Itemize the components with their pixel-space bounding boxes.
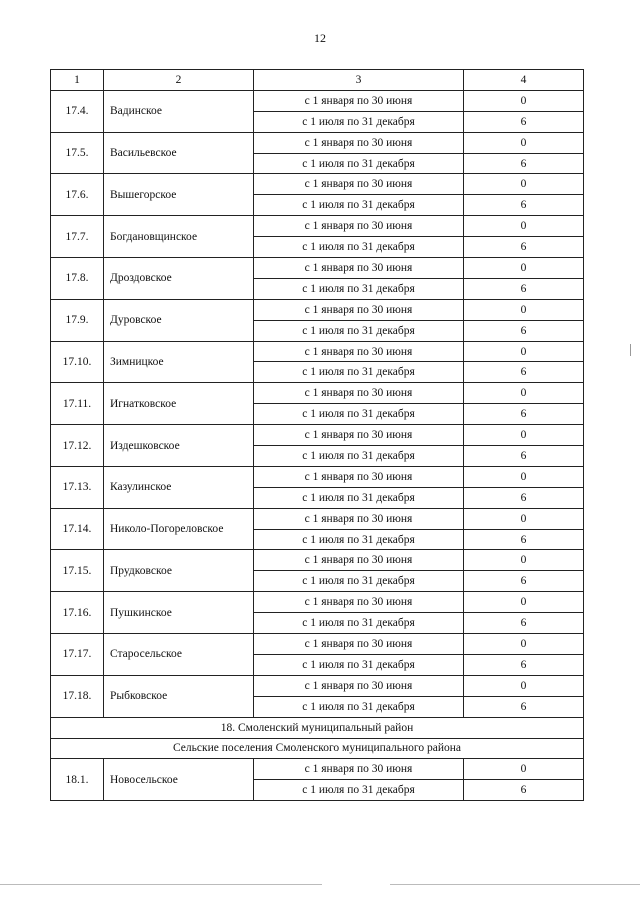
- settlement-name: Дуровское: [104, 299, 254, 341]
- value-first-half: 0: [464, 550, 584, 571]
- table-row: [51, 174, 584, 195]
- row-number: 17.6.: [51, 174, 104, 216]
- period-first-half: с 1 января по 30 июня: [254, 508, 464, 529]
- header-col-3: 3: [254, 70, 464, 91]
- value-first-half: 0: [464, 341, 584, 362]
- value-second-half: 6: [464, 362, 584, 383]
- period-second-half: с 1 июля по 31 декабря: [254, 320, 464, 341]
- period-second-half: с 1 июля по 31 декабря: [254, 446, 464, 467]
- value-second-half: 6: [464, 529, 584, 550]
- row-number: 17.14.: [51, 508, 104, 550]
- value-first-half: 0: [464, 383, 584, 404]
- period-first-half: с 1 января по 30 июня: [254, 299, 464, 320]
- table-row: [51, 466, 584, 487]
- table-row: [51, 759, 584, 780]
- table-row: [51, 132, 584, 153]
- value-second-half: 6: [464, 696, 584, 717]
- row-number: 17.4.: [51, 90, 104, 132]
- period-second-half: с 1 июля по 31 декабря: [254, 237, 464, 258]
- period-first-half: с 1 января по 30 июня: [254, 425, 464, 446]
- period-first-half: с 1 января по 30 июня: [254, 759, 464, 780]
- row-number: 17.15.: [51, 550, 104, 592]
- table-header-row: [51, 70, 584, 91]
- header-col-4: 4: [464, 70, 584, 91]
- period-second-half: с 1 июля по 31 декабря: [254, 571, 464, 592]
- settlement-name: Зимницкое: [104, 341, 254, 383]
- value-first-half: 0: [464, 466, 584, 487]
- table-row: [51, 299, 584, 320]
- period-second-half: с 1 июля по 31 декабря: [254, 487, 464, 508]
- value-second-half: 6: [464, 237, 584, 258]
- value-first-half: 0: [464, 592, 584, 613]
- period-second-half: с 1 июля по 31 декабря: [254, 780, 464, 801]
- value-first-half: 0: [464, 258, 584, 279]
- table-row: [51, 216, 584, 237]
- subsection-row: [51, 738, 584, 759]
- row-number: 17.5.: [51, 132, 104, 174]
- settlement-name: Вышегорское: [104, 174, 254, 216]
- period-second-half: с 1 июля по 31 декабря: [254, 404, 464, 425]
- period-second-half: с 1 июля по 31 декабря: [254, 613, 464, 634]
- row-number: 17.11.: [51, 383, 104, 425]
- value-second-half: 6: [464, 780, 584, 801]
- row-number: 17.10.: [51, 341, 104, 383]
- value-first-half: 0: [464, 132, 584, 153]
- section-title: 18. Смоленский муниципальный район: [51, 717, 584, 738]
- tariff-table: [50, 69, 584, 801]
- period-second-half: с 1 июля по 31 декабря: [254, 529, 464, 550]
- value-first-half: 0: [464, 425, 584, 446]
- footer-line-left: [0, 884, 322, 885]
- header-col-2: 2: [104, 70, 254, 91]
- header-col-1: 1: [51, 70, 104, 91]
- period-first-half: с 1 января по 30 июня: [254, 592, 464, 613]
- period-second-half: с 1 июля по 31 декабря: [254, 195, 464, 216]
- subsection-title: Сельские поселения Смоленского муниципального района: [51, 738, 584, 759]
- row-number: 18.1.: [51, 759, 104, 801]
- table-row: [51, 592, 584, 613]
- period-second-half: с 1 июля по 31 декабря: [254, 153, 464, 174]
- value-first-half: 0: [464, 675, 584, 696]
- period-first-half: с 1 января по 30 июня: [254, 341, 464, 362]
- row-number: 17.17.: [51, 634, 104, 676]
- table-row: [51, 341, 584, 362]
- value-second-half: 6: [464, 487, 584, 508]
- row-number: 17.8.: [51, 258, 104, 300]
- table-row: [51, 508, 584, 529]
- value-second-half: 6: [464, 195, 584, 216]
- value-first-half: 0: [464, 90, 584, 111]
- period-first-half: с 1 января по 30 июня: [254, 90, 464, 111]
- value-first-half: 0: [464, 634, 584, 655]
- value-first-half: 0: [464, 508, 584, 529]
- value-second-half: 6: [464, 654, 584, 675]
- period-first-half: с 1 января по 30 июня: [254, 466, 464, 487]
- table-row: [51, 258, 584, 279]
- period-first-half: с 1 января по 30 июня: [254, 634, 464, 655]
- period-first-half: с 1 января по 30 июня: [254, 383, 464, 404]
- row-number: 17.13.: [51, 466, 104, 508]
- period-second-half: с 1 июля по 31 декабря: [254, 278, 464, 299]
- row-number: 17.16.: [51, 592, 104, 634]
- settlement-name: Рыбковское: [104, 675, 254, 717]
- value-second-half: 6: [464, 320, 584, 341]
- table-row: [51, 675, 584, 696]
- settlement-name: Прудковское: [104, 550, 254, 592]
- period-first-half: с 1 января по 30 июня: [254, 174, 464, 195]
- value-second-half: 6: [464, 446, 584, 467]
- settlement-name: Новосельское: [104, 759, 254, 801]
- value-first-half: 0: [464, 174, 584, 195]
- table-row: [51, 383, 584, 404]
- period-second-half: с 1 июля по 31 декабря: [254, 111, 464, 132]
- settlement-name: Издешковское: [104, 425, 254, 467]
- value-second-half: 6: [464, 613, 584, 634]
- settlement-name: Казулинское: [104, 466, 254, 508]
- settlement-name: Игнатковское: [104, 383, 254, 425]
- settlement-name: Николо-Погореловское: [104, 508, 254, 550]
- period-second-half: с 1 июля по 31 декабря: [254, 654, 464, 675]
- period-second-half: с 1 июля по 31 декабря: [254, 696, 464, 717]
- scan-artifact-line: [630, 344, 631, 356]
- period-first-half: с 1 января по 30 июня: [254, 258, 464, 279]
- page-number: 12: [314, 31, 326, 45]
- settlement-name: Богдановщинское: [104, 216, 254, 258]
- period-first-half: с 1 января по 30 июня: [254, 550, 464, 571]
- value-first-half: 0: [464, 216, 584, 237]
- value-second-half: 6: [464, 571, 584, 592]
- value-first-half: 0: [464, 759, 584, 780]
- value-first-half: 0: [464, 299, 584, 320]
- value-second-half: 6: [464, 111, 584, 132]
- period-first-half: с 1 января по 30 июня: [254, 675, 464, 696]
- table-row: [51, 550, 584, 571]
- table-row: [51, 425, 584, 446]
- footer-line-right: [390, 884, 640, 885]
- settlement-name: Старосельское: [104, 634, 254, 676]
- row-number: 17.18.: [51, 675, 104, 717]
- section-row: [51, 717, 584, 738]
- period-second-half: с 1 июля по 31 декабря: [254, 362, 464, 383]
- value-second-half: 6: [464, 404, 584, 425]
- settlement-name: Дроздовское: [104, 258, 254, 300]
- row-number: 17.12.: [51, 425, 104, 467]
- period-first-half: с 1 января по 30 июня: [254, 132, 464, 153]
- table-row: [51, 634, 584, 655]
- value-second-half: 6: [464, 153, 584, 174]
- period-first-half: с 1 января по 30 июня: [254, 216, 464, 237]
- row-number: 17.7.: [51, 216, 104, 258]
- value-second-half: 6: [464, 278, 584, 299]
- row-number: 17.9.: [51, 299, 104, 341]
- settlement-name: Васильевское: [104, 132, 254, 174]
- settlement-name: Вадинское: [104, 90, 254, 132]
- settlement-name: Пушкинское: [104, 592, 254, 634]
- table-row: [51, 90, 584, 111]
